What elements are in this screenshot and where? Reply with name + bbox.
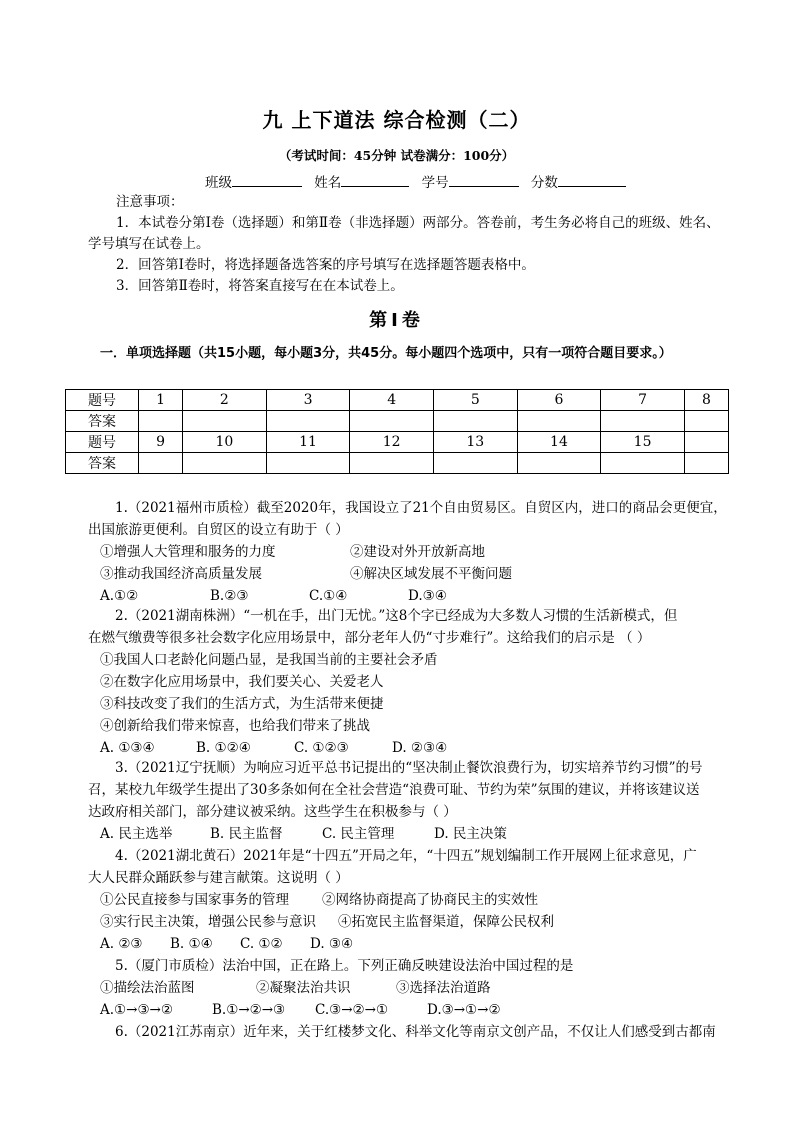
option-d: D.③→①→② bbox=[427, 1002, 501, 1018]
table-header-cell: 答案 bbox=[66, 411, 139, 432]
score-blank[interactable] bbox=[558, 172, 626, 187]
statement-row bbox=[88, 911, 740, 933]
table-header-cell: 题号 bbox=[66, 432, 139, 453]
statement-row bbox=[88, 889, 740, 911]
question-1 bbox=[88, 497, 740, 607]
statement: ①公民直接参与国家事务的管理 bbox=[100, 892, 289, 908]
question-number-cell: 14 bbox=[517, 432, 601, 453]
option-d: D. ③④ bbox=[310, 936, 354, 952]
statement-row bbox=[88, 977, 740, 999]
statement: ②网络协商提高了协商民主的实效性 bbox=[322, 892, 538, 908]
answer-cell[interactable] bbox=[517, 453, 601, 474]
note-item-1: 1．本试卷分第Ⅰ卷（选择题）和第Ⅱ卷（非选择题）两部分。答卷前，考生务必将自己的班级、姓名、 bbox=[116, 215, 720, 231]
answer-table bbox=[65, 389, 729, 474]
question-number-cell: 11 bbox=[266, 432, 350, 453]
table-header-cell: 答案 bbox=[66, 453, 139, 474]
answer-cell[interactable] bbox=[601, 453, 685, 474]
question-5 bbox=[88, 955, 740, 1021]
statement-row bbox=[88, 541, 740, 563]
class-label: 班级 bbox=[205, 175, 232, 191]
option-c: C. ①② bbox=[240, 936, 283, 952]
question-number-cell: 15 bbox=[601, 432, 685, 453]
statement: ④拓宽民主监督渠道，保障公民权利 bbox=[338, 914, 554, 930]
question-4 bbox=[88, 845, 740, 955]
answer-cell[interactable] bbox=[350, 411, 434, 432]
exam-subtitle: （考试时间：45分钟 试卷满分：100分） bbox=[278, 148, 515, 163]
statement: ②凝聚法治共识 bbox=[256, 980, 351, 996]
option-d: D. 民主决策 bbox=[434, 826, 507, 842]
exam-title: 九 上下道法 综合检测（二） bbox=[262, 108, 531, 132]
table-row-answers-2 bbox=[66, 453, 729, 474]
options-row bbox=[88, 737, 740, 759]
answer-cell[interactable] bbox=[601, 411, 685, 432]
option-c: C. ①②③ bbox=[294, 740, 349, 756]
name-label: 姓名 bbox=[314, 175, 342, 191]
option-b: B. 民主监督 bbox=[210, 826, 283, 842]
answer-cell[interactable] bbox=[139, 453, 183, 474]
answer-cell[interactable] bbox=[684, 411, 728, 432]
note-item-2: 2．回答第Ⅰ卷时，将选择题备选答案的序号填写在选择题答题表格中。 bbox=[116, 257, 535, 273]
question-number-cell: 6 bbox=[517, 390, 601, 411]
question-stem: 大人民群众踊跃参与建言献策。这说明（ ） bbox=[88, 870, 349, 886]
question-stem: 召，某校九年级学生提出了30多条如何在全社会营造“浪费可耻、节约为荣”氛围的建议，并将该建议送 bbox=[88, 782, 700, 798]
answer-cell[interactable] bbox=[433, 453, 517, 474]
question-number-cell: 3 bbox=[266, 390, 350, 411]
notes-list-2 bbox=[116, 255, 766, 297]
question-stem: 4.（2021湖北黄石）2021年是“十四五”开局之年，“十四五”规划编制工作开展网上征求意见，广 bbox=[115, 848, 697, 864]
option-d: D.③④ bbox=[408, 588, 447, 604]
statement-row bbox=[88, 563, 740, 585]
option-a: A.①→③→② bbox=[100, 1002, 173, 1018]
note-item-3: 3．回答第Ⅱ卷时，将答案直接写在在本试卷上。 bbox=[116, 278, 404, 294]
score-label: 分数 bbox=[530, 175, 558, 191]
question-number-cell: 2 bbox=[183, 390, 267, 411]
statement: ②在数字化应用场景中，我们要关心、关爱老人 bbox=[100, 674, 384, 690]
question-number-cell bbox=[684, 432, 728, 453]
options-row bbox=[88, 999, 740, 1021]
question-number-cell: 4 bbox=[350, 390, 434, 411]
statement: ③选择法治道路 bbox=[396, 980, 491, 996]
option-a: A. ②③ bbox=[100, 936, 143, 952]
statement: ①增强人大管理和服务的力度 bbox=[100, 544, 276, 560]
answer-cell[interactable] bbox=[517, 411, 601, 432]
option-c: C. 民主管理 bbox=[322, 826, 395, 842]
statement: ④创新给我们带来惊喜，也给我们带来了挑战 bbox=[100, 718, 370, 734]
options-row bbox=[88, 933, 740, 955]
question-number-cell: 5 bbox=[433, 390, 517, 411]
options-row bbox=[88, 585, 740, 607]
option-b: B. ①④ bbox=[170, 936, 213, 952]
question-stem: 达政府相关部门，部分建议被采纳。这些学生在积极参与（ ） bbox=[88, 804, 457, 820]
question-number-cell: 1 bbox=[139, 390, 183, 411]
question-number-cell: 12 bbox=[350, 432, 434, 453]
question-2 bbox=[88, 605, 740, 759]
option-b: B.①→②→③ bbox=[212, 1002, 286, 1018]
notes-list-cont bbox=[88, 234, 738, 255]
options-row bbox=[88, 823, 740, 845]
option-a: A. 民主选举 bbox=[100, 826, 173, 842]
answer-cell[interactable] bbox=[183, 453, 267, 474]
question-number-cell: 7 bbox=[601, 390, 685, 411]
option-c: C.③→②→① bbox=[315, 1002, 389, 1018]
answer-cell[interactable] bbox=[183, 411, 267, 432]
notes-list bbox=[116, 213, 756, 234]
table-row-numbers-2 bbox=[66, 432, 729, 453]
statement: ④解决区域发展不平衡问题 bbox=[350, 566, 512, 582]
question-6 bbox=[88, 1021, 740, 1043]
statement: ③推动我国经济高质量发展 bbox=[100, 566, 262, 582]
option-c: C.①④ bbox=[309, 588, 348, 604]
answer-cell[interactable] bbox=[139, 411, 183, 432]
option-a: A. ①③④ bbox=[100, 740, 155, 756]
answer-cell[interactable] bbox=[266, 453, 350, 474]
question-stem: 6.（2021江苏南京）近年来，关于红楼梦文化、科举文化等南京文创产品，不仅让人们感受到古都南 bbox=[115, 1024, 716, 1040]
statement: ①我国人口老龄化问题凸显，是我国当前的主要社会矛盾 bbox=[100, 652, 438, 668]
statement: ③实行民主决策，增强公民参与意识 bbox=[100, 914, 316, 930]
statement: ③科技改变了我们的生活方式，为生活带来便捷 bbox=[100, 696, 384, 712]
question-3 bbox=[88, 757, 740, 845]
student-id-label: 学号 bbox=[421, 175, 449, 191]
question-stem: 2.（2021湖南株洲）“一机在手，出门无忧。”这8个字已经成为大多数人习惯的生活新模式，但 bbox=[115, 608, 678, 624]
note-item-1-cont: 学号填写在试卷上。 bbox=[88, 236, 210, 252]
question-stem: 5.（厦门市质检）法治中国，正在路上。下列正确反映建设法治中国过程的是 bbox=[115, 958, 574, 974]
student-info-fields bbox=[205, 171, 634, 191]
option-a: A.①② bbox=[100, 588, 139, 604]
answer-cell[interactable] bbox=[433, 411, 517, 432]
question-number-cell: 9 bbox=[139, 432, 183, 453]
question-number-cell: 13 bbox=[433, 432, 517, 453]
question-number-cell: 8 bbox=[684, 390, 728, 411]
table-row-answers-1 bbox=[66, 411, 729, 432]
option-d: D. ②③④ bbox=[392, 740, 448, 756]
part-heading: 一．单项选择题（共15小题，每小题3分，共45分。每小题四个选项中，只有一项符合题目要求。） bbox=[100, 346, 672, 361]
statement: ①描绘法治蓝图 bbox=[100, 980, 195, 996]
table-row-numbers-1 bbox=[66, 390, 729, 411]
option-b: B.②③ bbox=[210, 588, 249, 604]
table-header-cell: 题号 bbox=[66, 390, 139, 411]
statement: ②建设对外开放新高地 bbox=[350, 544, 485, 560]
answer-cell[interactable] bbox=[684, 453, 728, 474]
question-stem: 1.（2021福州市质检）截至2020年，我国设立了21个自由贸易区。自贸区内，进口的商品会更便宜， bbox=[115, 500, 727, 516]
section-title: 第Ⅰ卷 bbox=[369, 310, 424, 331]
question-stem: 出国旅游更便利。自贸区的设立有助于（ ） bbox=[88, 522, 349, 538]
question-stem: 3.（2021辽宁抚顺）为响应习近平总书记提出的“坚决制止餐饮浪费行为，切实培养节约习惯”的号 bbox=[115, 760, 703, 776]
answer-cell[interactable] bbox=[266, 411, 350, 432]
notes-heading: 注意事项： bbox=[116, 194, 184, 210]
question-stem: 在燃气缴费等很多社会数字化应用场景中，部分老年人仍“寸步难行”。这给我们的启示是 （ ） bbox=[88, 630, 651, 646]
class-blank[interactable] bbox=[232, 172, 302, 187]
option-b: B. ①②④ bbox=[196, 740, 251, 756]
name-blank[interactable] bbox=[341, 172, 409, 187]
question-number-cell: 10 bbox=[183, 432, 267, 453]
answer-cell[interactable] bbox=[350, 453, 434, 474]
student-id-blank[interactable] bbox=[449, 172, 519, 187]
